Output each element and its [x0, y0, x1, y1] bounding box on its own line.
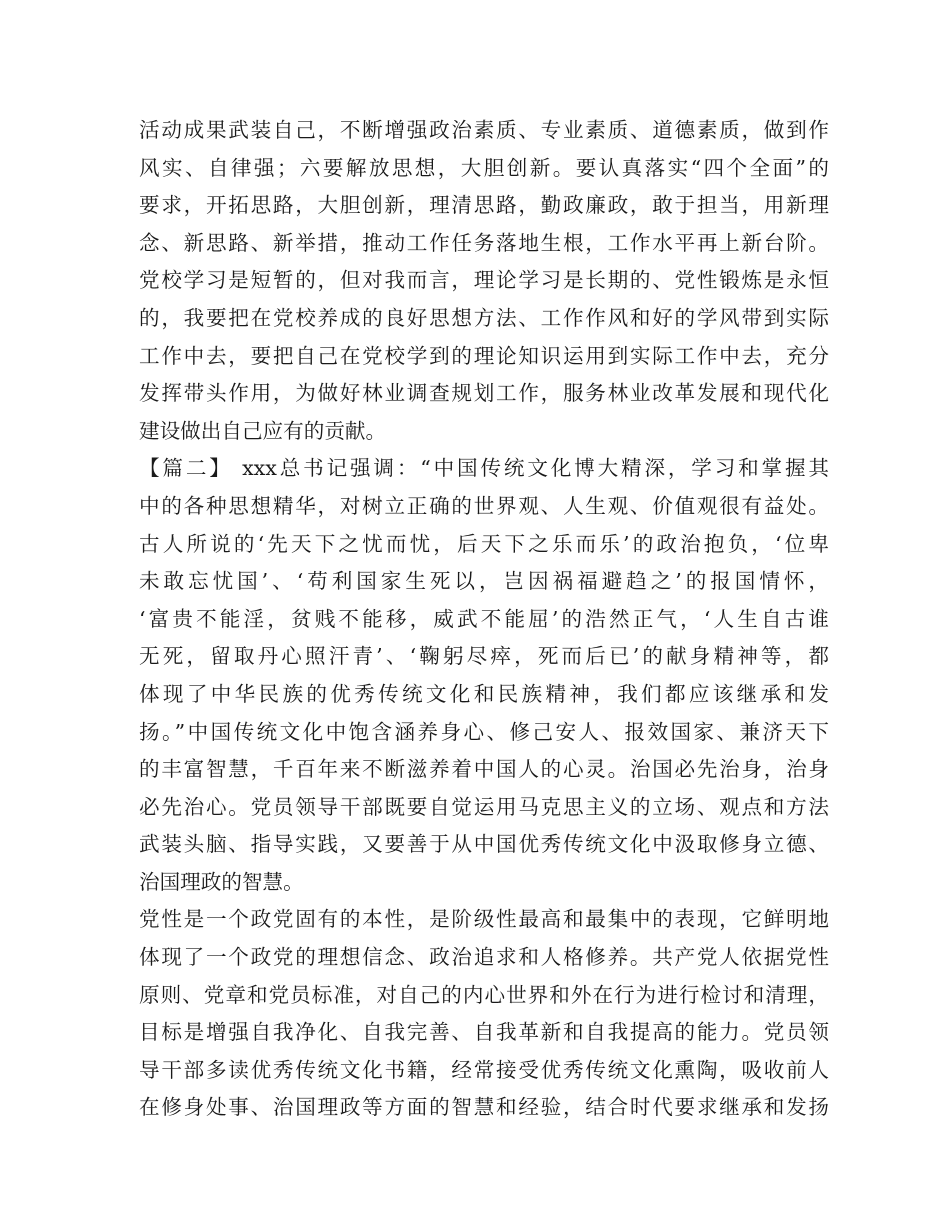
text-line: 党校学习是短暂的，但对我而言，理论学习是长期的、党性锻炼是永恒 — [139, 268, 829, 293]
body-text — [139, 112, 829, 1127]
text-line: 的丰富智慧，千百年来不断滋养着中国人的心灵。治国必先治身，治身 — [139, 757, 829, 782]
text-line: 武装头脑、指导实践，又要善于从中国优秀传统文化中汲取修身立德、 — [139, 832, 829, 857]
text-line: 工作中去，要把自己在党校学到的理论知识运用到实际工作中去，充分 — [139, 343, 829, 368]
text-line: 念、新思路、新举措，推动工作任务落地生根，工作水平再上新台阶。 — [139, 230, 829, 255]
text-line: 必先治心。党员领导干部既要自觉运用马克思主义的立场、观点和方法 — [139, 794, 829, 819]
text-line: 要求，开拓思路，大胆创新，理清思路，勤政廉政，敢于担当，用新理 — [139, 193, 829, 218]
text-line: 目标是增强自我净化、自我完善、自我革新和自我提高的能力。党员领 — [139, 1020, 829, 1045]
text-line: 古人所说的‘先天下之忧而忧，后天下之乐而乐’的政治抱负，‘位卑 — [139, 531, 829, 556]
text-line: 体现了一个政党的理想信念、政治追求和人格修养。共产党人依据党性 — [139, 945, 829, 970]
text-line: 党性是一个政党固有的本性，是阶级性最高和最集中的表现，它鲜明地 — [139, 907, 829, 932]
text-line: ‘富贵不能淫，贫贱不能移，威武不能屈’的浩然正气，‘人生自古谁 — [139, 606, 829, 631]
text-line: 无死，留取丹心照汗青’、‘鞠躬尽瘁，死而后已’的献身精神等，都 — [139, 644, 829, 669]
text-line: 原则、党章和党员标准，对自己的内心世界和外在行为进行检讨和清理， — [139, 982, 829, 1007]
text-line: 未敢忘忧国’、‘苟利国家生死以，岂因祸福避趋之’的报国情怀， — [139, 569, 829, 594]
text-line: 建设做出自己应有的贡献。 — [139, 418, 387, 443]
text-line: 导干部多读优秀传统文化书籍，经常接受优秀传统文化熏陶，吸收前人 — [139, 1057, 829, 1082]
text-line: 中的各种思想精华，对树立正确的世界观、人生观、价值观很有益处。 — [139, 493, 829, 518]
text-line: 体现了中华民族的优秀传统文化和民族精神，我们都应该继承和发 — [139, 681, 829, 706]
text-line: 在修身处事、治国理政等方面的智慧和经验，结合时代要求继承和发扬 — [139, 1095, 829, 1120]
text-line: 扬。”中国传统文化中饱含涵养身心、修己安人、报效国家、兼济天下 — [139, 719, 829, 744]
text-line: 活动成果武装自己，不断增强政治素质、专业素质、道德素质，做到作 — [139, 118, 829, 142]
text-line: 治国理政的智慧。 — [139, 869, 304, 894]
text-line: 的，我要把在党校养成的良好思想方法、工作作风和好的学风带到实际 — [139, 305, 829, 330]
text-line: 风实、自律强；六要解放思想，大胆创新。要认真落实“四个全面”的 — [139, 155, 829, 180]
text-line: 发挥带头作用，为做好林业调查规划工作，服务林业改革发展和现代化 — [139, 381, 829, 406]
section-heading-line: 【篇二】 xxx总书记强调：“中国传统文化博大精深，学习和掌握其 — [139, 456, 829, 481]
